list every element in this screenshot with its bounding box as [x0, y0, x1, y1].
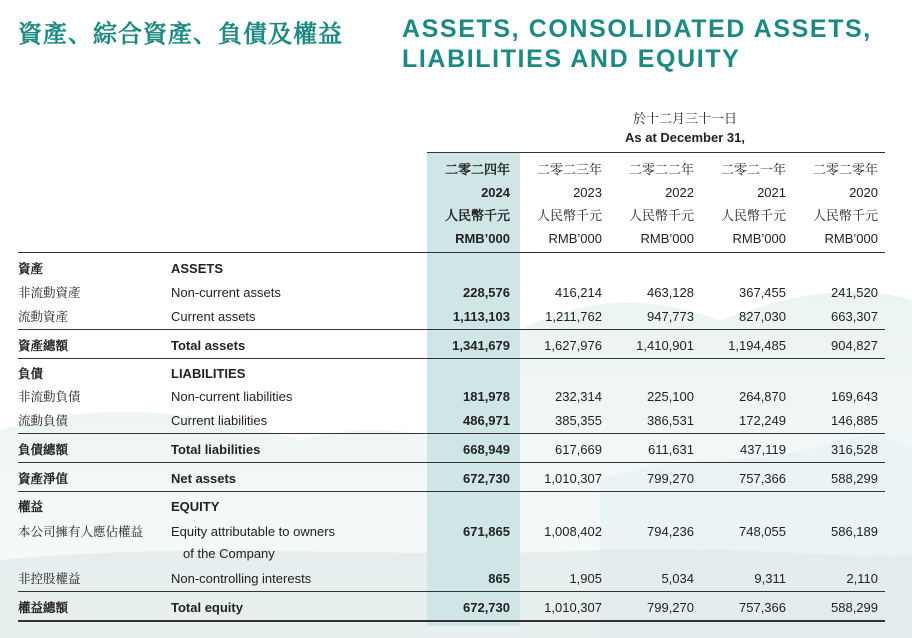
value-2022: 947,773: [647, 309, 694, 324]
page-title-en-line2: LIABILITIES AND EQUITY: [402, 45, 741, 73]
row-label-en: ASSETS: [171, 261, 224, 276]
value-2021: 748,055: [739, 524, 786, 539]
value-2023: 1,627,976: [544, 338, 602, 353]
value-2020: 586,189: [831, 524, 878, 539]
value-2021: 172,249: [739, 413, 786, 428]
section-heading-equity: [0, 496, 912, 518]
column-header-2021: [696, 158, 786, 250]
table-row-current-assets: [0, 306, 912, 328]
value-2021: 827,030: [739, 309, 786, 324]
value-2022: 386,531: [647, 413, 694, 428]
value-2022: 1,410,901: [636, 338, 694, 353]
row-label-en: EQUITY: [171, 499, 220, 514]
value-2023: 385,355: [555, 413, 602, 428]
row-label-zh: 權益: [18, 499, 44, 514]
row-divider: [18, 591, 885, 592]
table-top-rule: [18, 252, 885, 253]
value-2020: 588,299: [831, 471, 878, 486]
column-unit-zh: 人民幣千元: [536, 208, 602, 223]
row-label-zh: 非流動資產: [18, 285, 81, 300]
value-2020: 316,528: [831, 442, 878, 457]
row-label-en: Non-current liabilities: [171, 389, 293, 404]
page-title-en: [402, 14, 897, 74]
value-2023: 1,211,762: [545, 309, 602, 324]
value-2022: 611,631: [647, 442, 694, 457]
row-label-zh: 資產總額: [18, 338, 69, 353]
table-row-current-liabilities: [0, 410, 912, 432]
table-row-equity-owners: [0, 521, 912, 543]
row-divider: [18, 491, 885, 492]
value-2024: 671,865: [463, 524, 510, 539]
table-row-total-liabilities: [0, 439, 912, 461]
value-2023: 1,008,402: [544, 524, 602, 539]
section-heading-assets: [0, 258, 912, 280]
date-header-en: As at December 31,: [625, 130, 745, 145]
row-divider: [18, 433, 885, 434]
value-2022: 799,270: [647, 471, 694, 486]
value-2023: 1,010,307: [544, 600, 602, 615]
table-row-non-controlling-interests: [0, 568, 912, 590]
row-label-zh: 非流動負債: [18, 389, 81, 404]
column-year: 2024: [481, 185, 510, 200]
value-2020: 146,885: [831, 413, 878, 428]
column-unit-en: RMB’000: [455, 231, 510, 246]
value-2020: 241,520: [831, 285, 878, 300]
table-row-non-current-liabilities: [0, 386, 912, 408]
row-label-en: Non-current assets: [171, 285, 281, 300]
value-2020: 663,307: [831, 309, 878, 324]
header-divider: [427, 152, 885, 153]
column-year: 2023: [573, 185, 602, 200]
column-zh-year: 二零二二年: [628, 162, 694, 177]
column-year: 2022: [665, 185, 694, 200]
value-2020: 904,827: [831, 338, 878, 353]
column-unit-zh: 人民幣千元: [444, 208, 510, 223]
table-row-total-assets: [0, 335, 912, 357]
row-label-zh: 非控股權益: [18, 571, 81, 586]
value-2021: 367,455: [739, 285, 786, 300]
row-label-zh: 權益總額: [18, 600, 69, 615]
row-label-en-multiline: [171, 521, 335, 565]
value-2021: 264,870: [739, 389, 786, 404]
column-unit-zh: 人民幣千元: [812, 208, 878, 223]
value-2024: 865: [488, 571, 510, 586]
value-2021: 757,366: [739, 471, 786, 486]
value-2024: 181,978: [463, 389, 510, 404]
column-unit-zh: 人民幣千元: [720, 208, 786, 223]
value-2024: 1,341,679: [452, 338, 510, 353]
row-label-zh: 負債總額: [18, 442, 69, 457]
value-2024: 486,971: [463, 413, 510, 428]
row-divider: [18, 358, 885, 359]
row-label-en: Net assets: [171, 471, 237, 486]
value-2023: 1,905: [569, 571, 602, 586]
value-2020: 169,643: [831, 389, 878, 404]
value-2022: 794,236: [647, 524, 694, 539]
date-header-zh: 於十二月三十一日: [632, 111, 737, 126]
value-2023: 416,214: [555, 285, 602, 300]
row-label-zh: 流動資產: [18, 309, 69, 324]
column-unit-en: RMB’000: [732, 231, 786, 246]
value-2024: 672,730: [463, 471, 510, 486]
value-2022: 463,128: [647, 285, 694, 300]
row-label-en: LIABILITIES: [171, 366, 246, 381]
value-2024: 668,949: [463, 442, 510, 457]
section-heading-liabilities: [0, 363, 912, 385]
row-label-zh: 負債: [18, 366, 44, 381]
column-zh-year: 二零二一年: [720, 162, 786, 177]
row-label-zh: 資產淨值: [18, 471, 69, 486]
value-2021: 437,119: [739, 442, 786, 457]
column-unit-en: RMB’000: [548, 231, 602, 246]
table-row-non-current-assets: [0, 282, 912, 304]
column-zh-year: 二零二四年: [444, 162, 510, 177]
row-label-en-line1: Equity attributable to owners: [171, 524, 336, 539]
value-2024: 672,730: [463, 600, 510, 615]
column-zh-year: 二零二三年: [536, 162, 602, 177]
column-unit-zh: 人民幣千元: [628, 208, 694, 223]
row-label-en: Total equity: [171, 600, 243, 615]
column-header-2023: [512, 158, 602, 250]
value-2020: 2,110: [846, 571, 878, 586]
row-label-zh: 資產: [18, 261, 44, 276]
value-2021: 1,194,485: [728, 338, 786, 353]
row-label-en-line2: of the Company: [183, 546, 275, 561]
page-title-en-line1: ASSETS, CONSOLIDATED ASSETS,: [402, 15, 872, 43]
row-label-en: Current assets: [171, 309, 256, 324]
column-unit-en: RMB’000: [640, 231, 694, 246]
table-row-net-assets: [0, 468, 912, 490]
column-header-2022: [604, 158, 694, 250]
value-2023: 232,314: [555, 389, 602, 404]
row-label-zh: 流動負債: [18, 413, 69, 428]
value-2024: 228,576: [463, 285, 510, 300]
column-year: 2021: [757, 185, 786, 200]
value-2023: 617,669: [555, 442, 602, 457]
column-header-2024: [420, 158, 510, 250]
value-2022: 225,100: [647, 389, 694, 404]
column-zh-year: 二零二零年: [812, 162, 878, 177]
table-row-total-equity: [0, 597, 912, 619]
value-2021: 9,311: [754, 571, 786, 586]
value-2021: 757,366: [739, 600, 786, 615]
row-label-en: Total assets: [171, 338, 246, 353]
table-bottom-rule: [18, 620, 885, 622]
row-label-en: Total liabilities: [171, 442, 261, 457]
value-2020: 588,299: [831, 600, 878, 615]
row-label-en: Current liabilities: [171, 413, 268, 428]
row-divider: [18, 462, 885, 463]
row-label-en: Non-controlling interests: [171, 571, 312, 586]
column-year: 2020: [849, 185, 878, 200]
value-2022: 5,034: [661, 571, 694, 586]
value-2022: 799,270: [647, 600, 694, 615]
row-divider: [18, 329, 885, 330]
value-2024: 1,113,103: [452, 309, 510, 324]
column-unit-en: RMB’000: [824, 231, 878, 246]
row-label-zh: 本公司擁有人應佔權益: [18, 524, 144, 539]
value-2023: 1,010,307: [544, 471, 602, 486]
page-title-zh: 資產、綜合資產、負債及權益: [18, 20, 343, 48]
column-header-2020: [788, 158, 878, 250]
